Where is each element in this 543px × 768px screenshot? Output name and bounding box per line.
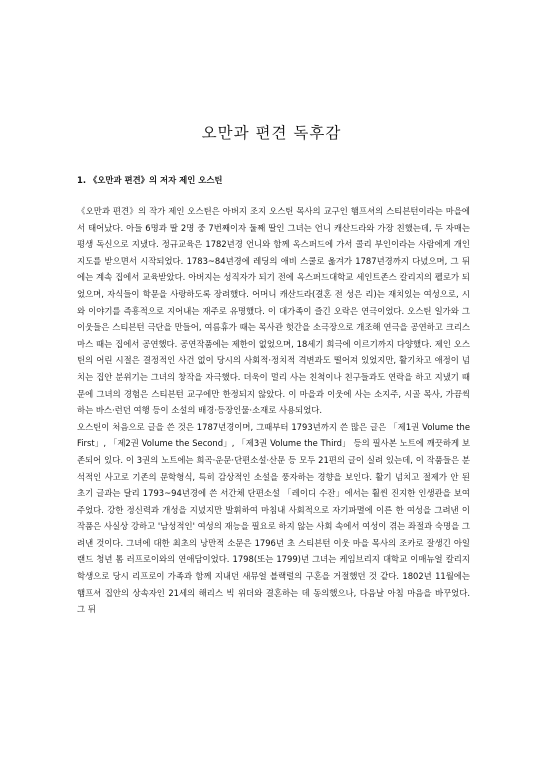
document-body — [77, 203, 470, 618]
section-heading: 1. 《오만과 편견》의 저자 제인 오스틴 — [77, 175, 223, 185]
document-title: 오만과 편견 독후감 — [201, 124, 342, 142]
body-paragraph: 오스틴이 처음으로 글을 쓴 것은 1787년경이며, 그때부터 1793년까지 쓴 많은 글은 「제1권 Volume the First」, 「제2권 Volume the Second」, 「제3권 Volume the Third」 등의 필사본 노트에 깨끗하게 보존되어 있다. 이 3권의 노트에는 희곡·운문·단편소설·산문 등 모두 21편의 글이 실려 있는데, 이 작품들은 분석적인 사고로 기존의 문학형식, 특히 감상적인 소설을 풍자하는 경향을 보인다. 활기 넘치고 절제가 안 된 초기 글과는 달리 1793~94년경에 쓴 서간체 단편소설 「레이디 수잔」에서는 훨씬 진지한 인생관을 보여주었다. 강한 정신력과 개성을 지녔지만 발휘하여 마침내 사회적으로 자기파멸에 이른 한 여성을 그려낸 이 작품은 사실상 강하고 '남성적인' 여성의 재능을 필요로 하지 않는 사회 속에서 여성이 겪는 좌절과 숙명을 그려낸 것이다. 그녀에 대한 최초의 낭만적 소문은 1796년 초 스티븐턴 이웃 마을 목사의 조카로 잘생긴 아일랜드 청년 톰 러프로이와의 연애담이었다. 1798(또는 1799)년 그녀는 케임브리지 대학교 이매뉴얼 칼리지 학생으로 당시 리프로이 가족과 함께 지내던 새뮤얼 블랙럴의 구혼을 거절했던 것 같다. 1802년 11월에는 햄프셔 집안의 상속자인 21세의 해리스 빅 위더와 결혼하는 데 동의했으나, 다음날 아침 마음을 바꾸었다. 그 뒤 — [77, 421, 470, 615]
body-paragraph: 《오만과 편견》의 작가 제인 오스틴은 아버지 조지 오스틴 목사의 교구인 햄프셔의 스티븐턴이라는 마을에서 태어났다. 아들 6명과 딸 2명 중 7번째이자 둘째 딸인 그녀는 언니 캐산드라와 가장 친했는데, 두 자매는 평생 독신으로 지냈다. 정규교육은 1782년경 언니와 함께 옥스퍼드에 가서 콜리 부인이라는 사람에게 개인지도를 받으면서 시작되었다. 1783~84년경에 레딩의 애비 스쿨로 옮겨가 1787년경까지 다녔으며, 그 뒤에는 계속 집에서 교육받았다. 아버지는 성직자가 되기 전에 옥스퍼드대학교 세인트존스 칼리지의 펠로가 되었으며, 자식들이 학문을 사랑하도록 장려했다. 어머니 캐산드라(결혼 전 성은 리)는 재치있는 여성으로, 시와 이야기를 즉흥적으로 지어내는 재주로 유명했다. 이 대가족이 즐긴 오락은 연극이었다. 오스틴 일가와 그 이웃들은 스티븐턴 극단을 만들어, 여름휴가 때는 목사관 헛간을 소극장으로 개조해 연극을 공연하고 크리스마스 때는 집에서 공연했다. 공연작품에는 제한이 없었으며, 18세기 희극에 이르기까지 다양했다. 제인 오스틴의 어린 시절은 결정적인 사건 없이 당시의 사회적·정치적 격변과도 떨어져 있었지만, 활기차고 애정이 넘치는 집안 분위기는 그녀의 창작을 자극했다. 더욱이 멀리 사는 친척이나 친구들과도 연락을 하고 지냈기 때문에 그녀의 경험은 스티븐턴 교구에만 한정되지 않았다. 이 마을과 이웃에 사는 소지주, 시골 목사, 가끔씩 하는 바스·런던 여행 등이 소설의 배경·등장인물·소재로 사용되었다. — [77, 206, 470, 416]
